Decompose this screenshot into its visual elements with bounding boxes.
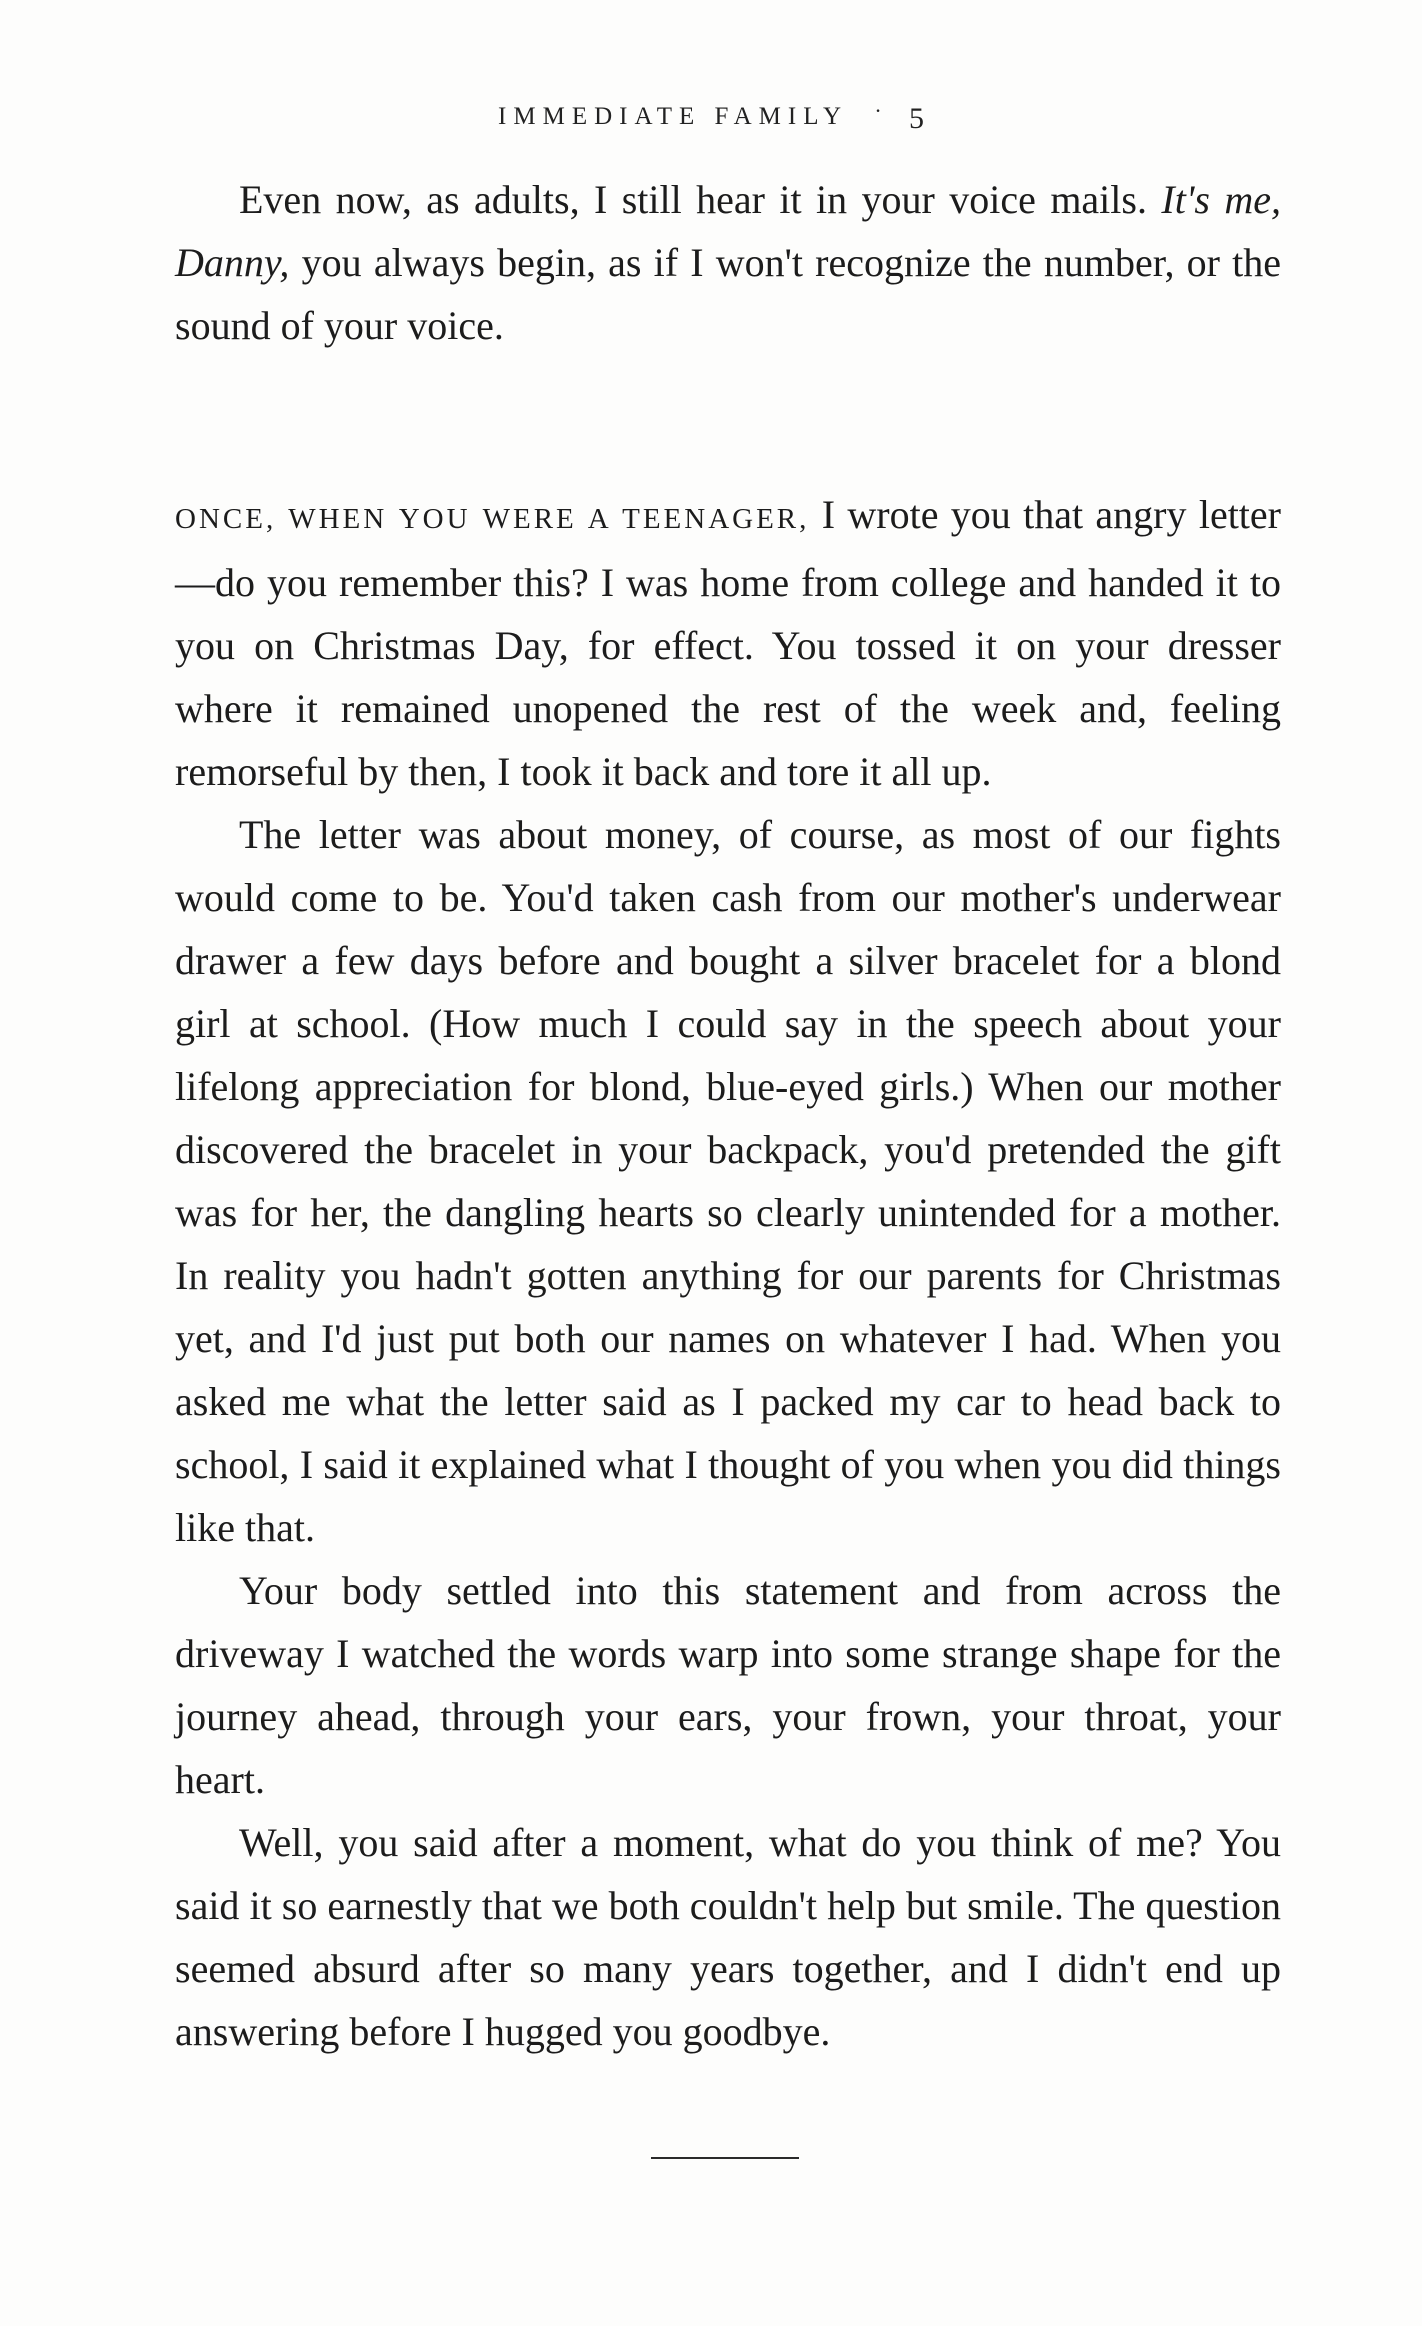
header-separator: ·	[874, 98, 882, 123]
paragraph-5: Well, you said after a moment, what do you think of me? You said it so earnestly that we both couldn't help but smile. The question seemed absurd after so many years together, and I didn't end up answering before I hugged you goodbye.	[175, 1820, 1281, 2054]
paragraph-2-text: I wrote you that angry letter—do you remember this? I was home from college and handed it to you on Christmas Day, for effect. You tossed it on your dresser where it remained unopened the rest of the week and, feeling remorseful by then, I took it back and tore it all up.	[175, 492, 1281, 794]
paragraph-1	[175, 168, 1281, 357]
paragraph-1-text-a: Even now, as adults, I still hear it in your voice mails.	[239, 177, 1162, 222]
body-text	[175, 168, 1281, 2063]
paragraph-1-italic: It's me, Danny,	[175, 177, 1281, 285]
page-number: 5	[908, 102, 924, 135]
paragraph-2	[175, 483, 1281, 803]
section-lead-in: ONCE, WHEN YOU WERE A TEENAGER,	[175, 503, 810, 535]
paragraph-3: The letter was about money, of course, as most of our fights would come to be. You'd taken cash from our mother's underwear drawer a few days before and bought a silver bracelet for a blond girl at school. (How much I could say in the speech about your lifelong appreciation for blond, blue-eyed girls.) When our mother discovered the bracelet in your backpack, you'd pretended the gift was for her, the dangling hearts so clearly unintended for a mother. In reality you hadn't gotten anything for our parents for Christmas yet, and I'd just put both our names on whatever I had. When you asked me what the letter said as I packed my car to head back to school, I said it explained what I thought of you when you did things like that.	[175, 812, 1281, 1550]
running-title: IMMEDIATE FAMILY	[498, 103, 848, 130]
section-divider-rule	[651, 2157, 799, 2159]
paragraph-4: Your body settled into this statement and from across the driveway I watched the words warp into some strange shape for the journey ahead, through your ears, your frown, your throat, your heart.	[175, 1568, 1281, 1802]
section-break-space	[175, 357, 1281, 483]
running-header	[0, 98, 1422, 135]
paragraph-1-text-b: you always begin, as if I won't recognize the number, or the sound of your voice.	[175, 240, 1281, 348]
